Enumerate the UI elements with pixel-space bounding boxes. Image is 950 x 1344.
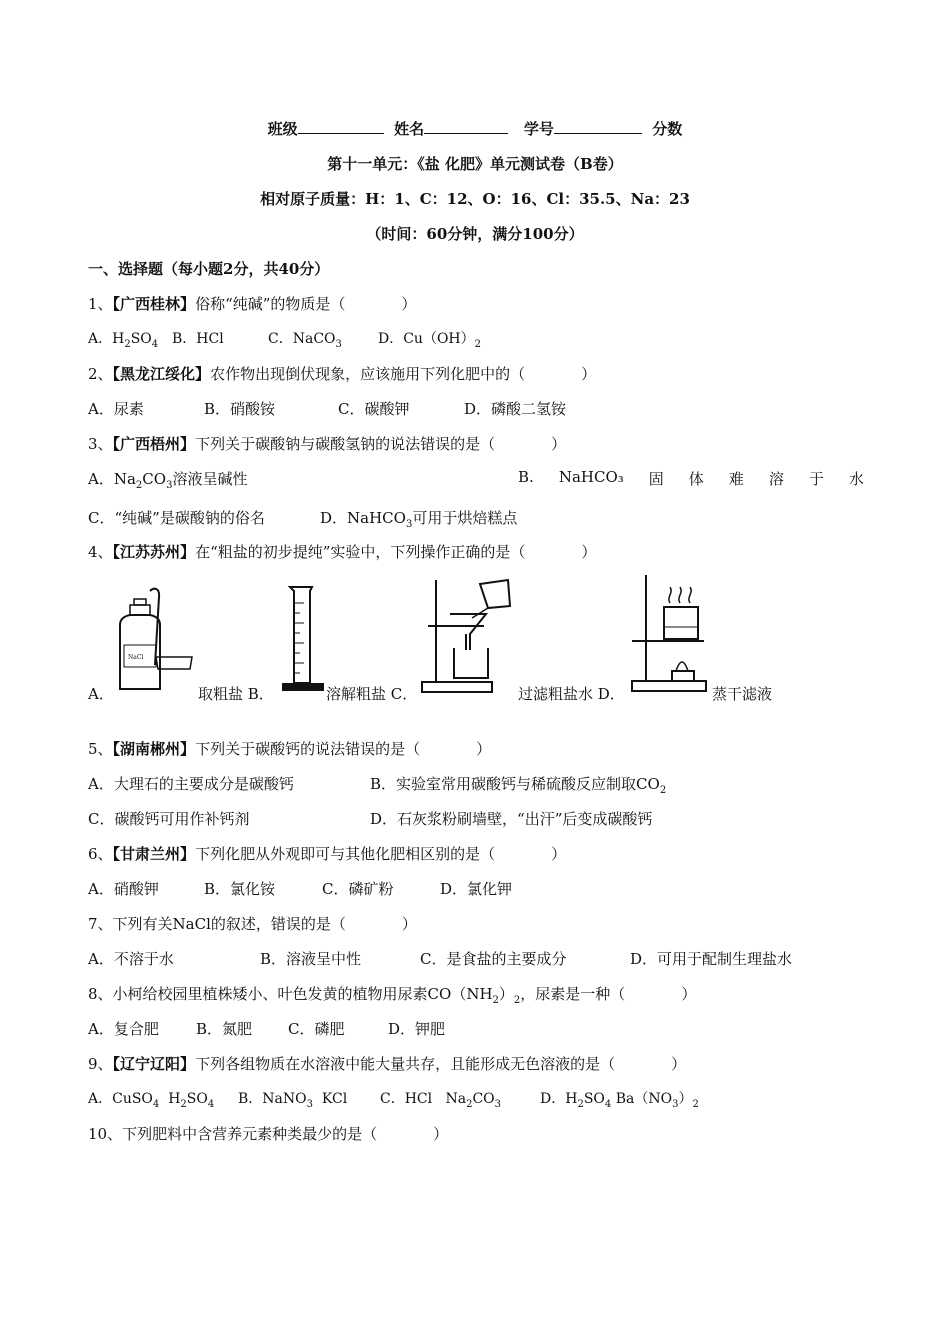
q3-option-c[interactable]: C．“纯碱”是碳酸钠的俗名 — [88, 509, 265, 527]
q8-option-d[interactable]: D．钾肥 — [388, 1020, 446, 1038]
q5-options-cd — [88, 808, 652, 829]
q2-option-a[interactable]: A．尿素 — [88, 400, 144, 418]
q5-options-ab — [88, 773, 666, 796]
question-9: 9、【辽宁辽阳】下列各组物质在水溶液中能大量共存，且能形成无色溶液的是（ ） — [88, 1055, 687, 1073]
q9-options — [88, 1088, 699, 1110]
evaporation-figure — [626, 573, 712, 695]
class-blank[interactable] — [298, 119, 384, 134]
q4-option-d[interactable]: 过滤粗盐水 D． — [518, 685, 625, 703]
q8-option-b[interactable]: B．氮肥 — [196, 1020, 253, 1038]
question-4: 4、【江苏苏州】在“粗盐的初步提纯”实验中，下列操作正确的是（ ） — [88, 543, 597, 561]
q7-options — [88, 948, 792, 969]
id-label: 学号 — [523, 120, 554, 138]
q5-option-a[interactable]: A．大理石的主要成分是碳酸钙 — [88, 775, 294, 793]
question-10: 10、下列肥料中含营养元素种类最少的是（ ） — [88, 1125, 449, 1143]
q9-option-a[interactable]: A．CuSO$_4$ $H_2SO_4$ — [88, 1091, 215, 1110]
question-1: 1、【广西桂林】俗称“纯碱”的物质是（ ） — [88, 295, 417, 313]
q7-option-a[interactable]: A．不溶于水 — [88, 950, 174, 968]
q4-option-a[interactable]: A． — [88, 685, 114, 703]
q7-option-c[interactable]: C．是食盐的主要成分 — [420, 950, 567, 968]
q7-option-b[interactable]: B．溶液呈中性 — [260, 950, 362, 968]
q8-options — [88, 1018, 445, 1039]
info-line — [0, 118, 950, 139]
q6-option-d[interactable]: D．氯化钾 — [440, 880, 513, 898]
q9-option-c[interactable]: C．HCl $Na_2CO_3$ — [380, 1091, 502, 1110]
q3-options-cd — [88, 507, 517, 530]
reagent-bottle-figure — [108, 585, 196, 695]
q9-option-d[interactable]: D．$H_2SO_4$ $Ba(NO_3)_2$ — [540, 1091, 699, 1110]
q4-option-b[interactable]: 取粗盐 B． — [198, 685, 274, 703]
q7-option-d[interactable]: D．可用于配制生理盐水 — [630, 950, 793, 968]
q3-option-a[interactable]: A．$Na_2CO_3$溶液呈碱性 — [88, 470, 248, 491]
score-label: 分数 — [652, 120, 683, 138]
name-blank[interactable] — [424, 119, 508, 134]
q6-option-c[interactable]: C．磷矿粉 — [322, 880, 394, 898]
q1-option-c[interactable]: C．NaCO$_3$ — [268, 331, 342, 350]
q5-option-b[interactable]: B．实验室常用碳酸钙与稀硫酸反应制取$CO_2$ — [370, 775, 667, 796]
class-label: 班级 — [267, 120, 298, 138]
question-5: 5、【湖南郴州】下列关于碳酸钙的说法错误的是（ ） — [88, 740, 492, 758]
q1-option-d[interactable]: D．$Cu(OH)_2$ — [378, 331, 482, 350]
q2-option-c[interactable]: C．碳酸钾 — [338, 400, 410, 418]
q6-option-a[interactable]: A．硝酸钾 — [88, 880, 159, 898]
q8-option-c[interactable]: C．磷肥 — [288, 1020, 345, 1038]
q1-options — [88, 328, 481, 350]
question-6: 6、【甘肃兰州】下列化肥从外观即可与其他化肥相区别的是（ ） — [88, 845, 567, 863]
time-info: （时间：60分钟，满分100分） — [366, 225, 584, 243]
q5-option-c[interactable]: C．碳酸钙可用作补钙剂 — [88, 810, 250, 828]
q3-option-d[interactable]: D．NaHCO$_3$可用于烘焙糕点 — [320, 509, 518, 530]
q5-option-d[interactable]: D．石灰浆粉刷墙壁，“出汗”后变成碳酸钙 — [370, 810, 653, 828]
q6-options — [88, 878, 512, 899]
svg-text:NaCl: NaCl — [128, 654, 144, 661]
q1-source: 【广西桂林】 — [112, 295, 196, 313]
section-title: 一、选择题（每小题2分，共40分） — [88, 260, 330, 278]
exam-title: 第十一单元：《盐 化肥》单元测试卷（B卷） — [327, 155, 623, 173]
q1-option-b[interactable]: B．HCl — [172, 331, 224, 347]
q2-option-b[interactable]: B．硝酸铵 — [204, 400, 276, 418]
filtration-figure — [418, 578, 514, 696]
question-8: 8、小柯给校园里植株矮小、叶色发黄的植物用尿素$CO(NH_2)_2$，尿素是一种（ ） — [88, 985, 697, 1006]
q4-option-c[interactable]: 溶解粗盐 C． — [326, 685, 418, 703]
question-7: 7、下列有关NaCl的叙述，错误的是（ ） — [88, 915, 417, 933]
name-label: 姓名 — [394, 120, 425, 138]
q8-option-a[interactable]: A．复合肥 — [88, 1020, 159, 1038]
q6-option-b[interactable]: B．氯化铵 — [204, 880, 276, 898]
q4-option-d-label: 蒸干滤液 — [712, 685, 773, 703]
id-blank[interactable] — [554, 119, 642, 134]
question-3: 3、【广西梧州】下列关于碳酸钠与碳酸氢钠的说法错误的是（ ） — [88, 435, 567, 453]
atomic-mass: 相对原子质量：H：1、C：12、O：16、Cl：35.5、Na：23 — [260, 190, 690, 208]
question-2: 2、【黑龙江绥化】农作物出现倒伏现象，应该施用下列化肥中的（ ） — [88, 365, 597, 383]
q9-option-b[interactable]: B．NaNO$_3$ KCl — [238, 1091, 348, 1110]
q2-option-d[interactable]: D．磷酸二氢铵 — [464, 400, 567, 418]
q3-option-b[interactable]: B. NaHCO₃ 固 体 难 溶 于 水 — [518, 468, 864, 488]
graduated-cylinder-figure — [280, 583, 326, 695]
q1-option-a[interactable]: A．$H_2SO_4$ — [88, 331, 159, 350]
q2-options — [88, 398, 566, 419]
